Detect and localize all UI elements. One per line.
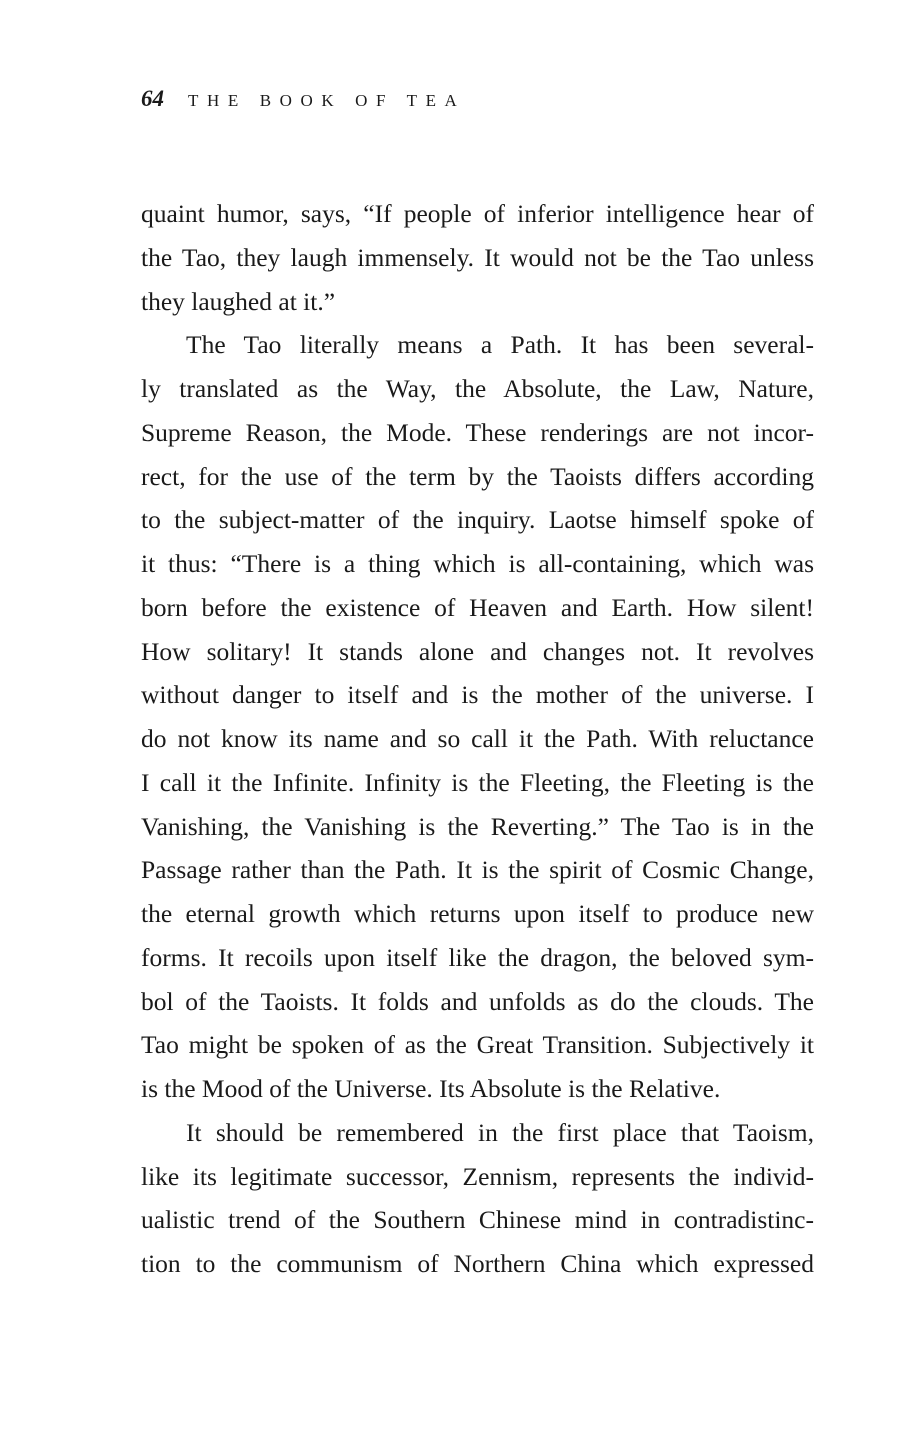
page-number: 64 [141,86,164,111]
body-text [141,192,814,1286]
running-head [141,86,465,116]
text-line: it thus: “There is a thing which is all-containing, which was [141,549,814,578]
text-line: do not know its name and so call it the Path. With reluctance [141,724,814,753]
text-line: to the subject-matter of the inquiry. Laotse himself spoke of [141,505,814,535]
text-line: like its legitimate successor, Zennism, represents the individ- [141,1161,814,1191]
text-line: they laughed at it.” [141,286,336,316]
text-line: Passage rather than the Path. It is the spirit of Cosmic Change, [141,855,814,885]
text-line: Vanishing, the Vanishing is the Reverting.” The Tao is in the [141,811,814,841]
text-line: ly translated as the Way, the Absolute, the Law, Nature, [141,374,814,403]
text-line: Tao might be spoken of as the Great Transition. Subjectively it [141,1030,814,1060]
text-line: ualistic trend of the Southern Chinese mind in contradistinc- [141,1205,814,1235]
text-line: tion to the communism of Northern China which expressed [141,1249,814,1278]
text-line: Supreme Reason, the Mode. These renderings are not incor- [141,417,814,447]
text-line: How solitary! It stands alone and changes not. It revolves [141,636,814,666]
text-line: The Tao literally means a Path. It has been several- [186,330,814,360]
text-line: the eternal growth which returns upon itself to produce new [141,899,814,928]
text-line: the Tao, they laugh immensely. It would not be the Tao unless [141,242,814,272]
text-line: rect, for the use of the term by the Taoists differs according [141,461,814,491]
text-line: I call it the Infinite. Infinity is the Fleeting, the Fleeting is the [141,767,814,797]
text-line: without danger to itself and is the mother of the universe. I [141,680,814,710]
text-line: is the Mood of the Universe. Its Absolute is the Relative. [141,1074,721,1103]
text-line: forms. It recoils upon itself like the dragon, the beloved sym- [141,942,814,972]
book-title: THE BOOK OF TEA [188,91,466,110]
text-line: It should be remembered in the first place that Taoism, [186,1117,814,1147]
text-line: bol of the Taoists. It folds and unfolds as do the clouds. The [141,986,814,1016]
text-line: quaint humor, says, “If people of inferior intelligence hear of [141,199,814,228]
text-line: born before the existence of Heaven and Earth. How silent! [141,592,814,622]
